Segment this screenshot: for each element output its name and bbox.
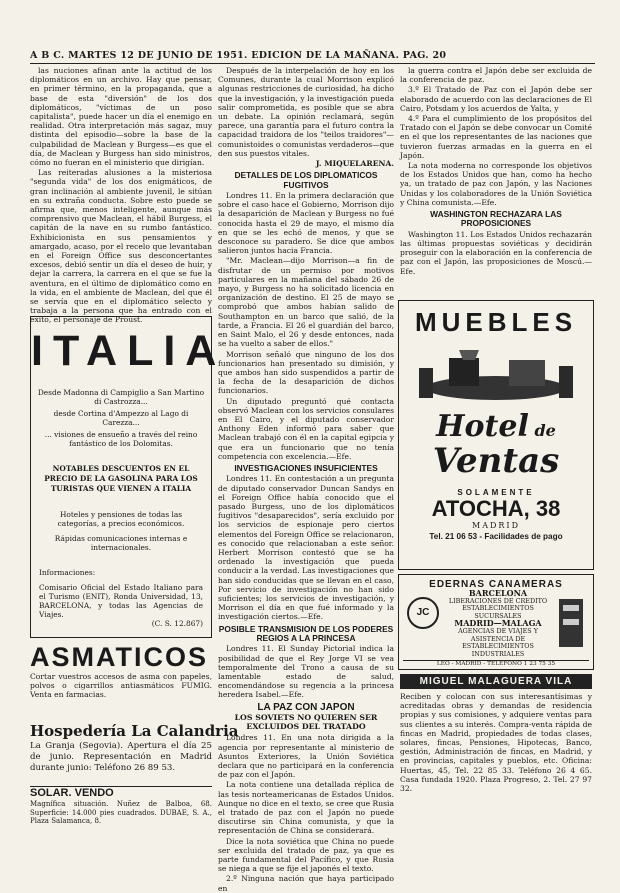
tel-line: Tel. 21 06 53 - Facilidades de pago	[429, 532, 563, 541]
paragraph: La nota moderna no corresponde los objetivos de los Estados Unidos que han, como ha hecho ya, un tratado de paz con Japón, y las Naciones Unidas y los colaboradores de la Unión Soviética y China comunista.—Efe.	[400, 161, 592, 207]
muebles-title: MUEBLES	[414, 307, 578, 337]
canameras-line: SUCURSALES	[474, 611, 522, 620]
machinery-illustration	[555, 595, 587, 651]
canameras-line: BARCELONA	[468, 588, 528, 598]
headline: POSIBLE TRANSMISION DE LOS PODERES REGIOS A LA PRINCESA	[218, 623, 394, 643]
furniture-illustration	[399, 338, 593, 408]
italia-ad	[30, 316, 227, 638]
canameras-footer: LEO - MADRID - TELEFONO 1 23 75 35	[403, 660, 589, 667]
headline: LA PAZ CON JAPON	[257, 701, 355, 713]
paragraph: Londres 11. En la primera declaración que sobre el caso hace el Gobierno, Morrison dijo la desaparición de Maclean y Burgess no fué conocida hasta el 29 de mayo, el mismo día en que se les echó de menos, y que se desconoce su paradero. Se dice que ambos salieron juntos hacia Francia.	[218, 191, 394, 256]
hospederia-text: La Granja (Segovia). Apertura el día 25 de junio. Representación en Madrid durante junio: Teléfono 26 89 53.	[30, 741, 212, 773]
italia-info-label: Informaciones:	[39, 568, 96, 577]
paragraph: Londres 11. En contestación a un pregunta de diputado conservador Duncan Sandys en el Foreign Office había conocido que el pasado Burgess, uno de los diplomáticos fugitivos "desaparecidos", sería excluido por los servicios de espionaje pero ciertos elementos del Foreign Office se relacionaron, es conocido que relacionaban a este señor. Herbert Morrison contestó que se ha ordenado la investigación que pueda conducir a la verdad. Las investigaciones que han sido conducidas que se llevan en el caso, Por servicio de investigación no han sido suficientes; los servicios de investigación, y Morrison el día en que fué informado y la investigación ciertos.—Efe.	[218, 474, 394, 622]
headline: INVESTIGACIONES INSUFICIENTES	[234, 462, 378, 473]
paragraph: Londres 11. El Sunday Pictorial indica la posibilidad de que el Rey Jorge VI se vea temporalmente del Trono a causa de su lamentable estado de salud, encomendándose su regencia a la princesa heredera Isabel.—Efe.	[218, 644, 394, 700]
script-ventas: Ventas	[432, 441, 560, 481]
canameras-line: MADRID—MALAGA	[454, 618, 542, 629]
italia-info: Comisario Oficial del Estado Italiano para el Turismo (ENIT), Ronda Universidad, 13, BARCELONA, y todas las Agencias de Viajes.	[39, 583, 203, 619]
paragraph: Después de la interpelación de hoy en los Comunes, durante la cual Morrison explicó algunas restricciones de curiosidad, ha dicho que la investigación, y la investigación pueda salir comprometida, es posible que se abra un debate. La opinión reclamará, según parece, una garantía para el futuro contra la capacidad traidora de los "teilos traidores"—comunistoides o comunistas verdaderos—que den sus puestos vitales.	[218, 66, 394, 158]
headline: WASHINGTON RECHAZARA LAS PROPOSICIONES	[430, 209, 562, 229]
solar-title: SOLAR. VENDO	[30, 787, 114, 799]
paragraph: las nuciones afinan ante la actitud de los diplomáticos en un archivo. Hay que pensar, en primer término, en la propaganda, que a base de esta "diversión" de los dos diplomáticos, "víctimas de un poso capitalista", puede hacer un día el enemigo en realidad. Otra interpretación más sagaz, muy distinta del episodio—sobre la base de la culpabilidad de Maclean y Burgess—es que el día, de Maclean y Burgess han sido ministros, cómo no fueran en el ministerio que dirigían.	[30, 66, 212, 168]
italia-discount: NOTABLES DESCUENTOS EN EL PRECIO DE LA GASOLINA PARA LOS TURISTAS QUE VIENEN A ITALIA	[44, 464, 198, 493]
italia-title: ITALIA	[31, 327, 227, 375]
canameras-line: AGENCIAS DE VIAJES Y ASISTENCIA DE	[458, 626, 538, 643]
paragraph: Un diputado preguntó qué contacta observó Maclean con los servicios consulares en El Cairo, y el diputado conservador Anthony Eden informó para saber que Maclean trabajó con él en la capital egipcia y que era un funcionario que no tenía competencia con excelencia.—Efe.	[218, 396, 394, 461]
hospederia-ad	[30, 722, 239, 784]
canameras-line: LIBERACIONES DE CREDITO	[448, 596, 548, 605]
script-hotel: Hotel	[436, 409, 529, 444]
paragraph: Morrison señaló que ninguno de los dos funcionarios han presentado su dimisión, y que ambos han sido suspendidos a partir de la fecha de la desaparición de dichos funcionarios.	[218, 349, 394, 396]
malaguera-ad	[400, 674, 592, 824]
paragraph: Dice la nota soviética que China no puede ser excluida del tratado de paz, ya que es parte fundamental del Pacífico, y que Rusia se niega a que se fije el japonés el texto.	[218, 836, 394, 874]
paragraph: Washington 11. Los Estados Unidos rechazarán las últimas propuestas soviéticas y decidirán proseguir con la elaboración en la conferencia de paz con el Japón, las proposiciones de Moscú.—Efe.	[400, 229, 592, 276]
italia-ref: (C. S. 12.867)	[151, 619, 203, 628]
asmaticos-ad	[30, 642, 212, 718]
canameras-info	[443, 590, 553, 658]
hospederia-title: Hospedería La Calandria	[30, 722, 239, 740]
paragraph: 4.º Para el cumplimiento de los propósitos del Tratado con el Japón se debe convocar un Comité en el que los representantes de las naciones que tuvieron fuerzas armadas en la guerra en el Japón.	[400, 114, 592, 160]
hotel-de-ventas-logo	[399, 409, 593, 482]
company-logo-icon: JC	[407, 597, 439, 629]
italia-line: desde Cortina d'Ampezzo al Lago di Carezza...	[53, 409, 189, 427]
headline: DETALLES DE LOS DIPLOMATICOS FUGITIVOS	[234, 170, 378, 190]
muebles-ad	[398, 300, 594, 570]
italia-line: Desde Madonna di Campiglio a San Martino di Castrozza...	[37, 388, 205, 406]
city-label: MADRID	[472, 521, 520, 530]
script-de: de	[534, 421, 556, 440]
italia-line: ... visiones de ensueño a través del reino fantástico de los Dolomitas.	[44, 430, 198, 448]
subheadline: LOS SOVIETS NO QUIEREN SER EXCLUIDOS DEL TRATADO	[234, 713, 378, 732]
paragraph: la guerra contra el Japón debe ser excluida de la conferencia de paz.	[400, 66, 592, 85]
canameras-ad	[398, 574, 594, 670]
asmaticos-title: ASMATICOS	[30, 642, 208, 672]
paragraph: La nota contiene una detallada réplica de las tesis norteamericanas de Estados Unidos. Aunque no dice en el texto, se cree que Rusia el tratado de paz con el Japón no puede discutirse sin China comunista, y que la representación de China se considerará.	[218, 780, 394, 836]
solar-text: Magnífica situación. Nuñez de Balboa, 68. Superficie: 14.000 pies cuadrados. DUBAE, S. A., Plaza Salamanca, 8.	[30, 800, 212, 826]
malaguera-title: MIGUEL MALAGUERA VILA	[400, 674, 592, 689]
canameras-title: EDERNAS CANAMERAS	[429, 579, 563, 590]
canameras-line: ESTABLECIMIENTOS	[462, 604, 534, 613]
article-col3	[400, 66, 592, 298]
solamente-label: SOLAMENTE	[457, 488, 535, 497]
paragraph: Las reiteradas alusiones a la misteriosa "segunda vida" de los dos enigmáticos, de gran inclinación al ambiente juvenil, le sitúan en su extraña conducta. Sobre esto puede se afirma que, menos inteligente, aunque más comprensivo que Maclean, el hábil Burgess, el capitán de la nave en su rumbo fantástico. Exhibicionista en sus pensamientos y amargado, acaso, por el recelo que levantaban en el Foreign Office sus desconcertantes excesos, debió sentir un día el deseo de huir, y dejar la carrera, la carrera en el que se fue la aventura, en el último de diplomático como en la vida, en el ambiente de Maclean, del que él se servía que en el diplomático selecto y trabaja a la persona que ha entrado con el exito, el personaje de Proust.	[30, 168, 212, 325]
paragraph: "Mr. Maclean—dijo Morrison—a fin de disfrutar de un permiso por motivos particulares en la mañana del sábado 26 de mayo, y Burgess no ha solicitado licencia en organización de destino. El 25 de mayo se comprobó que ambos habían salido de Southampton en un barco que salió, de la tarde, a Francia. El 26 el guardián del barco, en Saint Malo, el 26 y desde entonces, nada se ha vuelto a saber de ellos."	[218, 256, 394, 349]
italia-line: Hoteles y pensiones de todas las categorías, a precios económicos.	[57, 510, 185, 528]
canameras-line: ESTABLECIMIENTOS INDUSTRIALES	[462, 642, 534, 658]
paragraph: Londres 11. En una nota dirigida a la agencia por representante al ministerio de Asuntos Exteriores, la Unión Soviética declara que no participará en la conferencia de paz con el Japón.	[218, 733, 394, 780]
article-col1	[30, 66, 212, 325]
solar-ad	[30, 786, 212, 826]
malaguera-text: Reciben y colocan con sus interesantísimas y acreditadas obras y demandas de residencia propias y sus comisiones, y adquiere ventas para sus clientes a su interés. Compra-venta rápida de fincas en Madrid, propiedades de todas clases, solares, fincas, Pensiones, Hipotecas, Banco, gestión, Administración de fincas, en Madrid, y en provincias, capitales y pueblos, etc. Oficina: Huertas, 45, Tel. 22 85 33. Teléfono 26 4 65. Casa fundada 1920. Plaza Progreso, 2. Tel. 27 97 32.	[400, 692, 592, 794]
asmaticos-text: Cortar vuestros accesos de asma con papeles, polvos o cigarrillos antiasmáticos FUMIG. Venta en farmacias.	[30, 672, 212, 700]
article-col2	[218, 66, 394, 893]
paragraph: 3.º El Tratado de Paz con el Japón debe ser elaborado de acuerdo con las declaraciones de El Cairo, Potsdam y los acuerdos de Yalta, y	[400, 85, 592, 113]
street-address: ATOCHA, 38	[431, 496, 561, 521]
page-header: A B C. MARTES 12 DE JUNIO DE 1951. EDICION DE LA MAÑANA. PAG. 20	[30, 50, 447, 61]
signature: J. MIQUELARENA.	[315, 159, 394, 169]
italia-line: Rápidas comunicaciones internas e internacionales.	[54, 534, 188, 552]
paragraph: 2.º Ninguna nación que haya participado en	[218, 874, 394, 893]
header-rule	[30, 63, 595, 64]
